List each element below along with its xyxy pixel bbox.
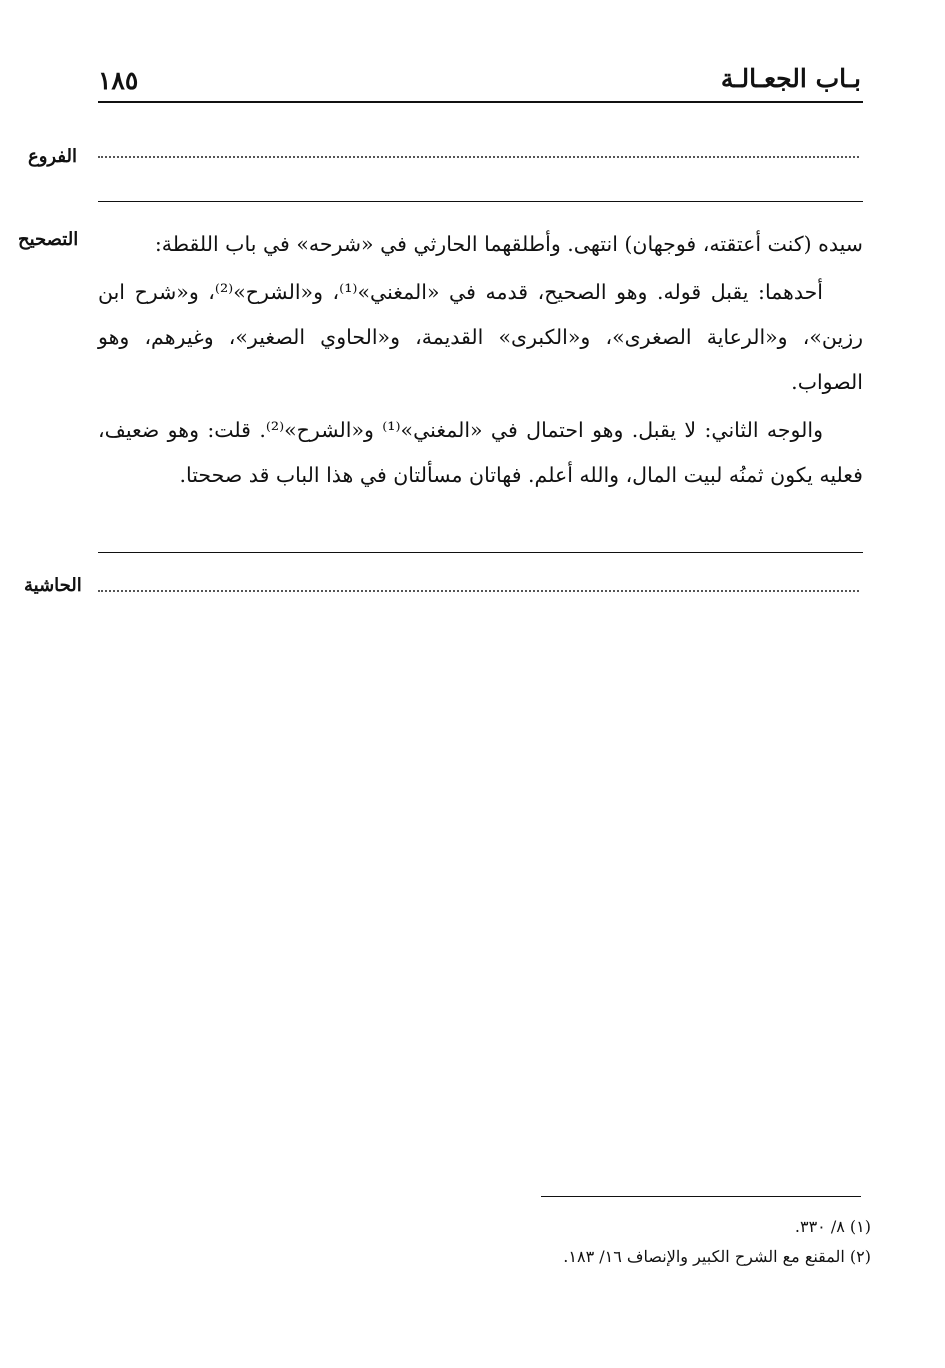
footnote-1: (١) ٨/ ٣٣٠. bbox=[794, 1217, 871, 1236]
paragraph-3: والوجه الثاني: لا يقبل. وهو احتمال في «المغني»⁽¹⁾ و«الشرح»⁽²⁾. قلت: وهو ضعيف، فعليه يكون ثمنُه لبيت المال، والله أعلم. فهاتان مسألتان في هذا الباب قد صححتا. bbox=[98, 418, 863, 487]
paragraph-1: سيده (كنت أعتقته، فوجهان) انتهى. وأطلقهما الحارثي في «شرحه» في باب اللقطة: bbox=[154, 232, 863, 256]
footnote-2: (٢) المقنع مع الشرح الكبير والإنصاف ١٦/ ١٨٣. bbox=[563, 1247, 871, 1266]
page-number: ١٨٥ bbox=[98, 66, 139, 95]
footnotes bbox=[563, 1212, 871, 1272]
section-label-furu: الفروع bbox=[28, 146, 77, 167]
hashiya-dotted-line bbox=[98, 590, 859, 592]
paragraph-2: أحدهما: يقبل قوله. وهو الصحيح، قدمه في «المغني»⁽¹⁾، و«الشرح»⁽²⁾، و«شرح ابن رزين»، و«الرعاية الصغرى»، و«الكبرى» القديمة، و«الحاوي الصغير»، وغيرهم، وهو الصواب. bbox=[98, 280, 863, 394]
section-divider-bottom bbox=[98, 552, 863, 553]
tashih-body bbox=[98, 222, 863, 498]
section-divider-top bbox=[98, 201, 863, 202]
furu-dotted-line bbox=[98, 156, 859, 158]
footnote-rule bbox=[541, 1196, 861, 1197]
section-label-tashih: التصحيح bbox=[18, 229, 79, 250]
section-label-hashiya: الحاشية bbox=[24, 575, 82, 596]
chapter-title: بـاب الجعـالـة bbox=[720, 64, 861, 93]
header-rule bbox=[98, 101, 863, 103]
